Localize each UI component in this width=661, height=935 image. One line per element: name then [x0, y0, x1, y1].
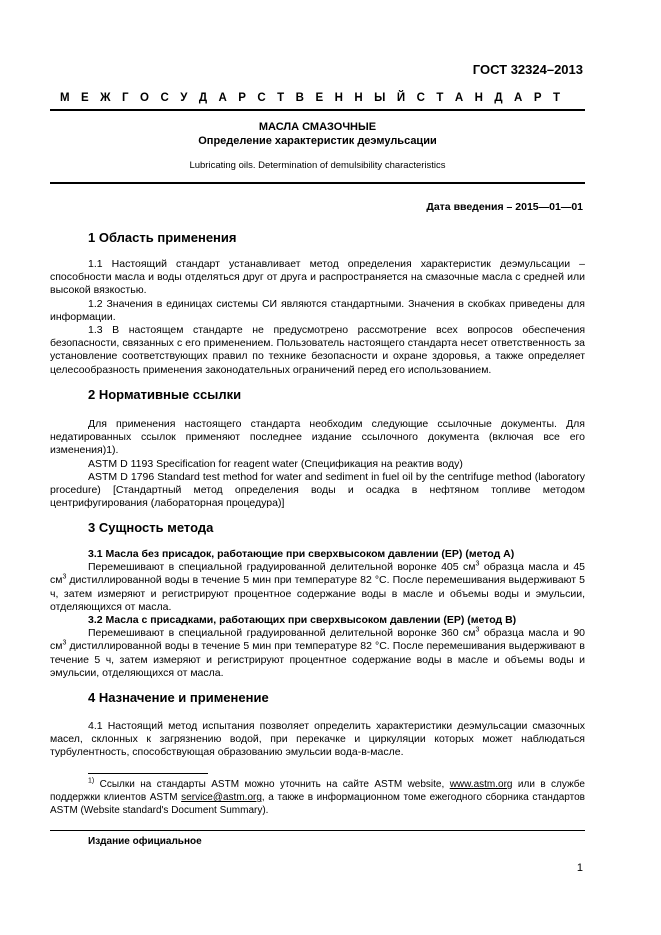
- clause-3-1-text: Перемешивают в специальной градуированной делительной воронке 405 $см^3$ образца масла и 45 $см^3$ дистиллированной воды в течение 5 мин при температуре 82 °С. После перемешивания выдерживают 5 ч, затем измеряют и регистрируют процентное содержание воды в масле и объемы воды и эмульсии, отделяющихся от масла.: [50, 560, 585, 613]
- official-edition-label: Издание официальное: [88, 836, 202, 847]
- section-4-body: [50, 720, 585, 760]
- reference-astm-d1796: ASTM D 1796 Standard test method for water and sediment in fuel oil by the centrifuge method (laboratory procedure) [Стандартный метод определения воды и осадка в нефтяном топливе методом центрифугирования (лабораторная процедура)]: [50, 470, 585, 510]
- clause-4-1: 4.1 Настоящий метод испытания позволяет определить характеристики деэмульсации смазочных масел, склонных к загрязнению водой, при перекачке и циркуляции которых может наблюдаться турбулентность, способствующая образованию эмульсии вода-в-масле.: [50, 720, 585, 759]
- section-2-body: [50, 418, 585, 510]
- section-2-heading: 2 Нормативные ссылки: [88, 387, 242, 402]
- section-1-heading: 1 Область применения: [88, 230, 237, 245]
- astm-website-link[interactable]: www.astm.org: [449, 779, 513, 790]
- page-number: 1: [576, 862, 583, 874]
- english-title: Lubricating oils. Determination of demulsibility characteristics: [189, 160, 446, 171]
- clause-1-1: 1.1 Настоящий стандарт устанавливает метод определения характеристик деэмульсации – способности масла и воды отделяться друг от друга и распространяется на смазочные масла с средней или высокой вязкостью.: [50, 258, 585, 297]
- header-rule-top: [50, 109, 585, 111]
- footnote-separator: [88, 773, 208, 774]
- section-4-heading: 4 Назначение и применение: [88, 690, 269, 705]
- section-3-heading: 3 Сущность метода: [88, 520, 214, 535]
- clause-3-1-heading: 3.1 Масла без присадок, работающие при сверхвысоком давлении (ЕР) (метод А): [88, 548, 515, 560]
- standard-number: ГОСТ 32324–2013: [472, 62, 583, 77]
- normative-intro: Для применения настоящего стандарта необходим следующие ссылочные документы. Для недатированных ссылок применяют последнее издание ссылочного документа (включая все его изменения)1).: [50, 418, 585, 457]
- clause-3-2-heading: 3.2 Масла с присадками, работающих при сверхвысоком давлении (ЕР) (метод В): [88, 614, 517, 627]
- clause-3-2-text: Перемешивают в специальной градуированной делительной воронке 360 $см^3$ образца масла и 90 $см^3$ дистиллированной воды в течение 5 мин при температуре 82 °С. После перемешивания выдерживают в течение 5 ч, затем измеряют и регистрируют процентное содержание воды в масле и объемы воды и эмульсии, отделяющихся от масла.: [50, 626, 585, 679]
- footnote: $^{1)}$ Ссылки на стандарты ASTM можно уточнить на сайте ASTM website, www.astm.org или в службе поддержки клиентов ASTM service@astm.org, а также в информационном томе ежегодного сборника стандартов ASTM (Website standard's Document Summary).: [50, 777, 585, 816]
- header-rule-bottom: [50, 182, 585, 184]
- document-subtitle: Определение характеристик деэмульсации: [198, 135, 437, 147]
- document-title: МАСЛА СМАЗОЧНЫЕ: [258, 121, 377, 133]
- reference-astm-d1193: ASTM D 1193 Specification for reagent water (Спецификация на реактив воду): [88, 457, 463, 470]
- footnote-mark: 1): [88, 777, 95, 785]
- clause-1-3: 1.3 В настоящем стандарте не предусмотрено рассмотрение всех вопросов обеспечения безопасности, связанных с его применением. Пользователь настоящего стандарта несет ответственность за установление соответствующих правил по технике безопасности и охране здоровья, а также определяет целесообразность применения законодательных ограничений перед его использованием.: [50, 324, 585, 376]
- section-1-body: [50, 258, 585, 377]
- section-3-body: [50, 548, 585, 680]
- astm-service-email-link[interactable]: service@astm.org: [181, 792, 262, 803]
- interstate-standard-banner: М Е Ж Г О С У Д А Р С Т В Е Н Н Ы Й С Т А Н Д А Р Т: [60, 92, 560, 104]
- introduction-date: Дата введения – 2015—01—01: [426, 201, 583, 213]
- clause-1-2: 1.2 Значения в единицах системы СИ являются стандартными. Значения в скобках приведены для информации.: [50, 297, 585, 323]
- footer-rule: [50, 830, 585, 831]
